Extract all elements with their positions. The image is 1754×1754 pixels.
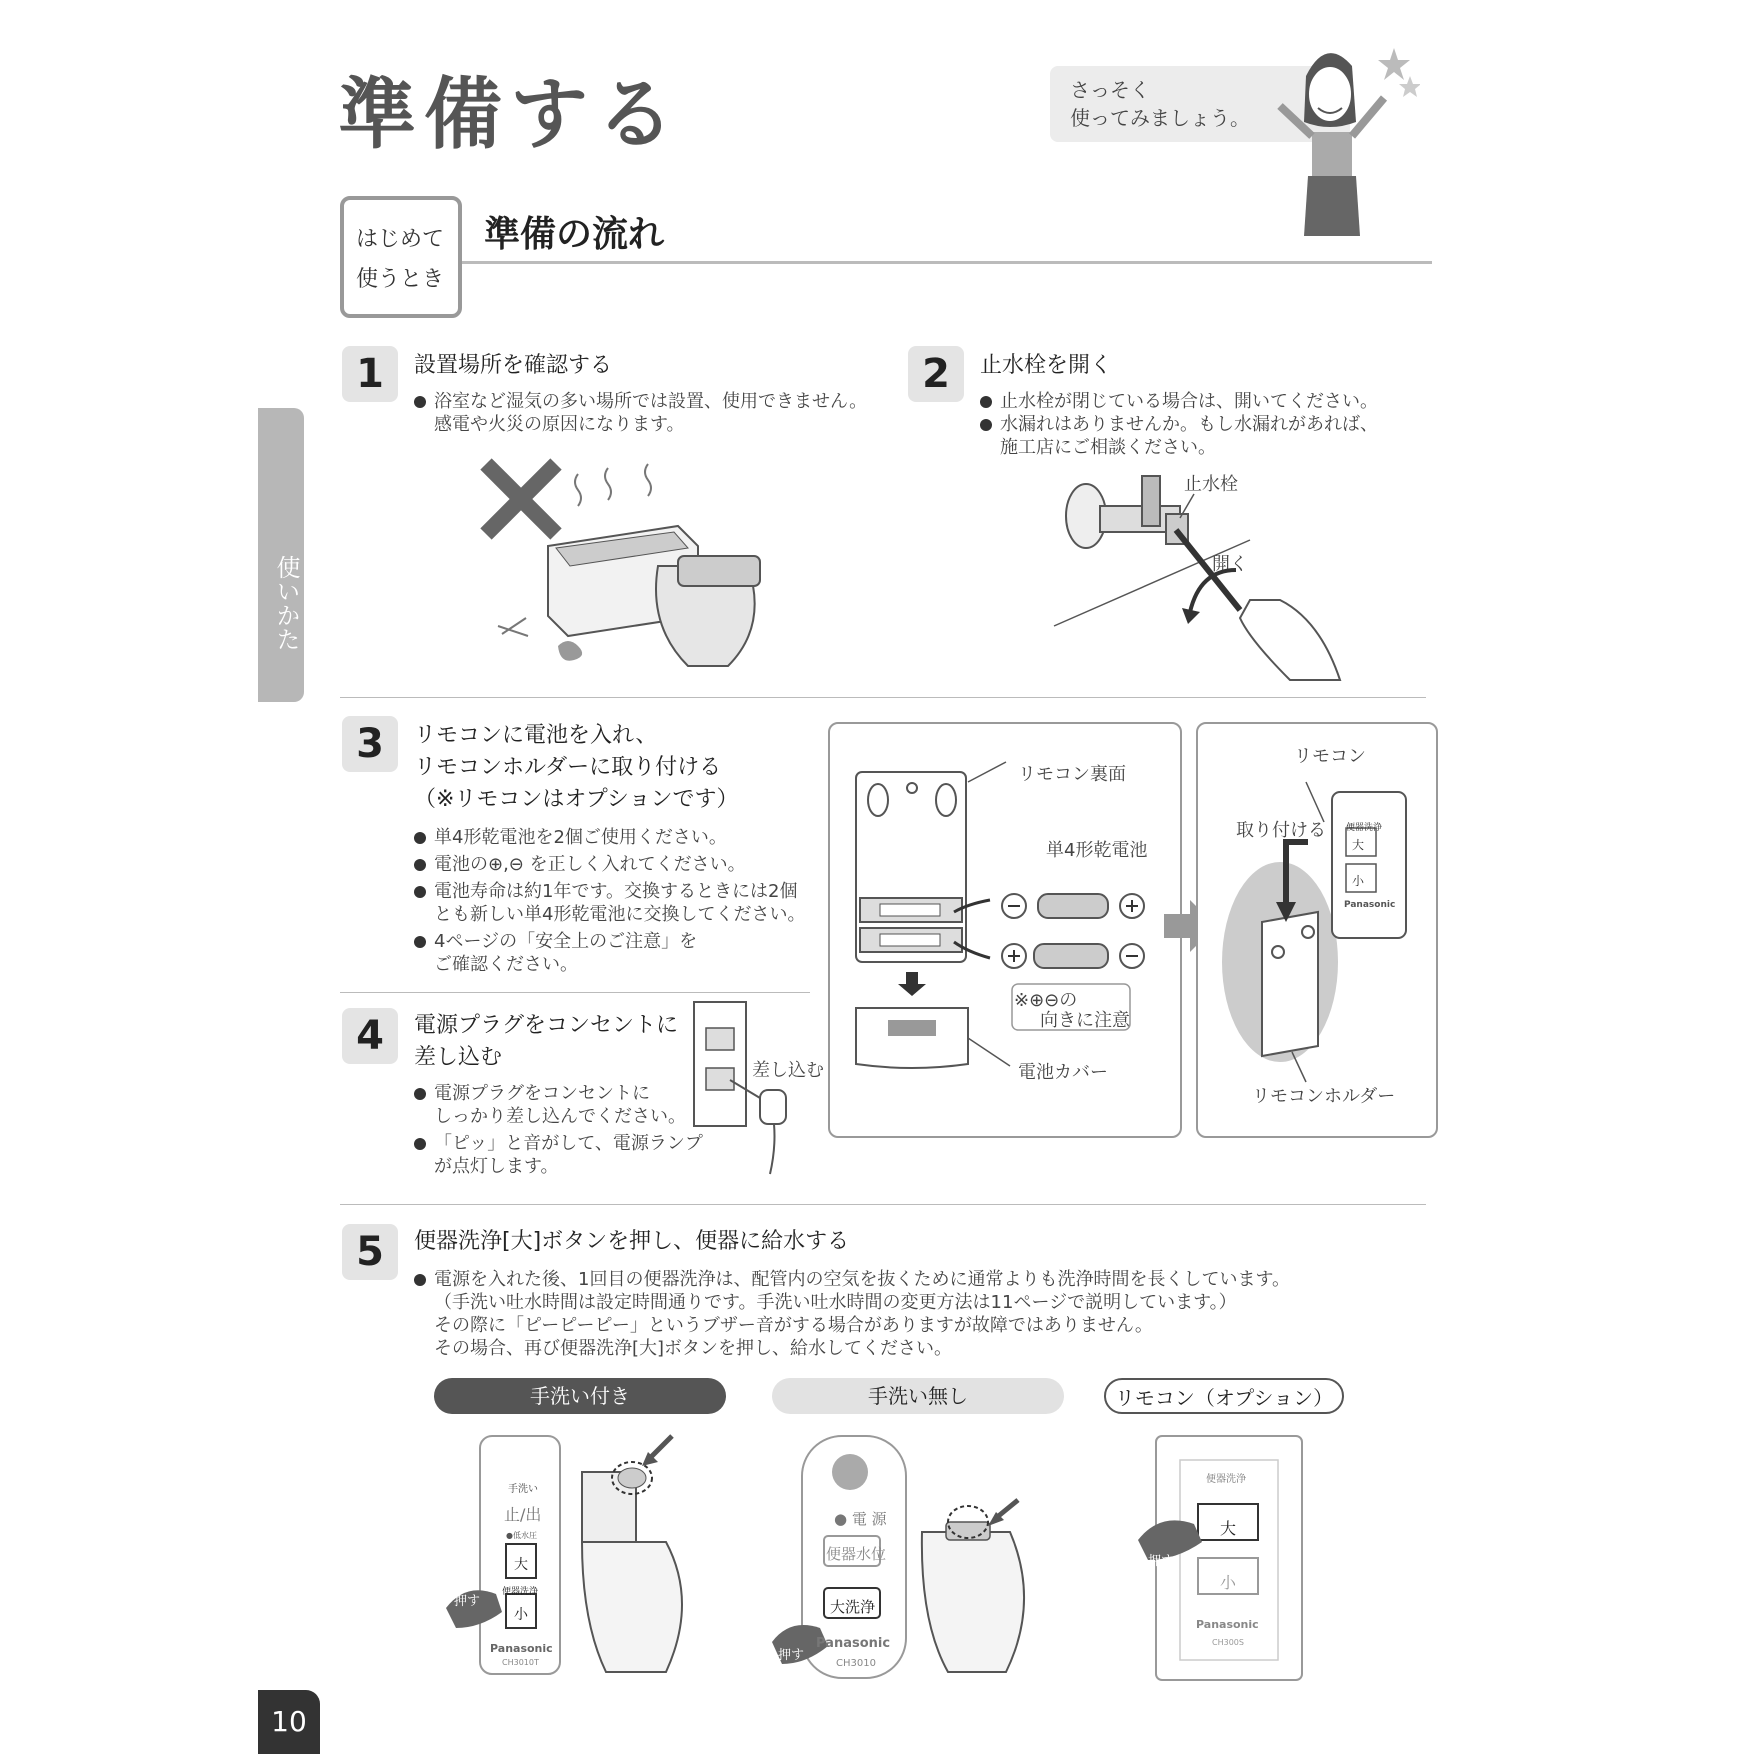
- open-label: 開く: [1212, 554, 1248, 575]
- step-5-title: 便器洗浄[大]ボタンを押し、便器に給水する: [414, 1229, 850, 1254]
- pill-remote-option: リモコン（オプション）: [1104, 1378, 1344, 1414]
- step-3-bullets: 単4形乾電池を2個ご使用ください。 電池の⊕,⊖ を正しく入れてください。 電池寿命は約1年です。交換するときには2個 とも新しい単4形乾電池に交換してください。 4ページの「安全上のご注意」を ご確認ください。: [414, 826, 805, 976]
- big-flush-button[interactable]: 大洗浄: [830, 1598, 876, 1616]
- remote-flush-text: 便器洗浄: [1346, 823, 1383, 833]
- page-title: 準備する: [338, 70, 683, 160]
- step-1-bullets: 浴室など湿気の多い場所では設置、使用できません。 感電や火災の原因になります。: [414, 390, 867, 436]
- remote-brand: Panasonic: [1344, 900, 1396, 910]
- brand-label: Panasonic: [816, 1636, 891, 1651]
- bullet-dot: [414, 936, 426, 948]
- handwash-label: 手洗い: [508, 1484, 538, 1495]
- remote-small-text: 小: [1352, 874, 1365, 888]
- stop-out-label: 止/出: [504, 1505, 542, 1524]
- step-2-title: 止水栓を開く: [980, 353, 1113, 378]
- bullet-dot: [414, 859, 426, 871]
- valve-label: 止水栓: [1184, 474, 1238, 495]
- step-3-number: 3: [342, 716, 398, 772]
- bullet-dot: [980, 396, 992, 408]
- remote-big-button[interactable]: 大: [1220, 1519, 1237, 1538]
- remote-brand-label: Panasonic: [1196, 1618, 1259, 1631]
- bullet-dot: [980, 419, 992, 431]
- pill-with-handwash: 手洗い付き: [434, 1378, 726, 1414]
- step-2-number: 2: [908, 346, 964, 402]
- pill-without-handwash: 手洗い無し: [772, 1378, 1064, 1414]
- model-label: CH3010T: [502, 1658, 539, 1667]
- divider: [340, 1204, 1426, 1205]
- push-label: 押す: [454, 1594, 481, 1609]
- model-label: CH3010: [836, 1658, 876, 1669]
- attach-label: 取り付ける: [1236, 820, 1326, 841]
- battery-label: 単4形乾電池: [1046, 840, 1148, 861]
- remote-big-text: 大: [1352, 838, 1365, 852]
- polarity-note-2: 向きに注意: [1040, 1010, 1130, 1031]
- section-divider: [462, 261, 1432, 264]
- divider: [340, 992, 810, 993]
- step-3-title: リモコンに電池を入れ、 リモコンホルダーに取り付ける （※リモコンはオプションです）: [414, 723, 739, 812]
- remote-flush-label: 便器洗浄: [1206, 1474, 1246, 1485]
- bullet-dot: [414, 1138, 426, 1150]
- step-4-number: 4: [342, 1008, 398, 1064]
- remote-back-illustration: [828, 722, 1182, 1138]
- outlet-plug-illustration: [690, 998, 820, 1178]
- power-lamp-label: ● 電 源: [834, 1510, 887, 1528]
- remote-small-button[interactable]: 小: [1220, 1573, 1237, 1592]
- remote-model-label: CH300S: [1212, 1638, 1244, 1647]
- flush-label: 便器洗浄: [502, 1587, 539, 1597]
- side-tab: 使いかた: [258, 408, 304, 702]
- speech-bubble: さっそく 使ってみましょう。: [1050, 66, 1350, 142]
- polarity-note-1: ※⊕⊖の: [1014, 990, 1078, 1011]
- handwash-toilet-illustration: [436, 1432, 726, 1682]
- tankless-toilet-illustration: [770, 1432, 1060, 1682]
- remote-label: リモコン: [1294, 746, 1366, 767]
- step-5-bullets: 電源を入れた後、1回目の便器洗浄は、配管内の空気を抜くために通常よりも洗浄時間を長くしています。 （手洗い吐水時間は設定時間通りです。手洗い吐水時間の変更方法は11ページで説明しています。） その際に「ピーピーピー」というブザー音がする場合がありますが故障ではありません。 その場合、再び便器洗浄[大]ボタンを押し、給水してください。: [414, 1268, 1290, 1360]
- battery-cover-label: 電池カバー: [1018, 1062, 1108, 1083]
- push-label: 押す: [778, 1648, 805, 1663]
- brand-label: Panasonic: [490, 1642, 553, 1655]
- remote-back-label: リモコン裏面: [1018, 764, 1126, 785]
- stop-valve-illustration: [1050, 470, 1350, 690]
- step-4-bullets: 電源プラグをコンセントに しっかり差し込んでください。 「ピッ」と音がして、電源ランプ が点灯します。: [414, 1082, 703, 1178]
- bullet-dot: [414, 832, 426, 844]
- page-number: 10: [258, 1690, 320, 1754]
- bullet-dot: [414, 886, 426, 898]
- divider: [340, 697, 1426, 698]
- insert-label: 差し込む: [752, 1060, 824, 1081]
- remote-holder-illustration: [1196, 722, 1438, 1138]
- step-2-bullets: 止水栓が閉じている場合は、開いてください。 水漏れはありませんか。もし水漏れがあれば、 施工店にご相談ください。: [980, 390, 1378, 459]
- bathroom-illustration: [478, 456, 778, 686]
- step-5-number: 5: [342, 1224, 398, 1280]
- step-1-title: 設置場所を確認する: [414, 353, 613, 378]
- water-level-button[interactable]: 便器水位: [826, 1545, 887, 1563]
- woman-illustration: [1260, 36, 1420, 236]
- first-use-tag: はじめて 使うとき: [340, 196, 462, 318]
- big-button[interactable]: 大: [514, 1557, 528, 1573]
- bullet-dot: [414, 1088, 426, 1100]
- push-label: 押す: [1148, 1554, 1175, 1569]
- low-pressure-label: ●低水圧: [506, 1531, 537, 1540]
- step-1-number: 1: [342, 346, 398, 402]
- small-button[interactable]: 小: [514, 1607, 528, 1623]
- holder-label: リモコンホルダー: [1252, 1086, 1396, 1107]
- bullet-dot: [414, 396, 426, 408]
- bullet-dot: [414, 1274, 426, 1286]
- section-title: 準備の流れ: [484, 214, 665, 255]
- step-4-title: 電源プラグをコンセントに 差し込む: [414, 1013, 679, 1070]
